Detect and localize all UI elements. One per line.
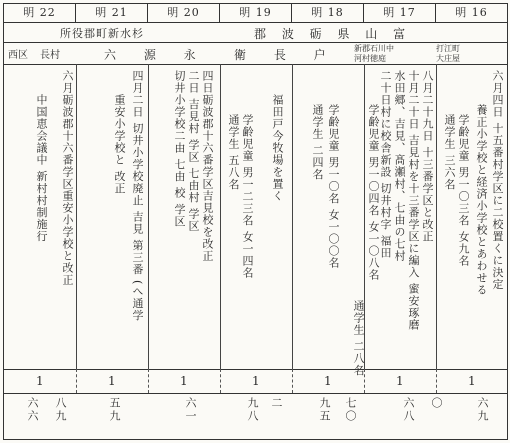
record-grid — [3, 64, 508, 370]
count-value: 1 — [324, 374, 332, 388]
district-label: 大庄屋 — [436, 54, 460, 63]
column-divider — [292, 64, 293, 369]
record-line: 二十日村に校舎新設 切井村字 福田 — [379, 70, 392, 259]
district-label: 六 源 永 — [104, 48, 208, 62]
record-line: 六月四日 十五番村学区に二校置くに決定 — [491, 70, 504, 291]
record-line: 十月二十日 吉見村を十三番学区に編入 蜜安琢磨 — [407, 70, 420, 331]
year-cell: 明 21 — [75, 4, 147, 22]
number-value: 九八 — [246, 397, 259, 423]
record-line: 二日 吉見村 学区 七由村 学区 — [187, 70, 200, 232]
count-divider — [436, 369, 437, 393]
record-line: 八月二十九日 十三番学区と改正 — [421, 70, 434, 243]
year-cell: 明 17 — [363, 4, 435, 22]
year-header — [3, 3, 508, 23]
record-line: 通学生 二八名 — [352, 300, 365, 377]
column-divider — [76, 64, 77, 369]
count-value: 1 — [108, 374, 116, 388]
district-label: 西区 — [8, 50, 28, 61]
number-value: 九五 — [318, 397, 331, 423]
count-divider — [76, 369, 77, 393]
record-line: 水田郷、吉見、髙瀬村、七由の七村 — [393, 70, 406, 262]
record-line: 四日砺波郡十六番学区吉見校を改正 — [201, 70, 214, 262]
record-line: 中国恵会議中 新村村制施行 — [35, 94, 48, 243]
number-value: 七〇 — [344, 397, 357, 423]
record-line: 通学生 三六名 — [443, 114, 456, 191]
record-line: 養正小学校と経済小学校とあわせる — [475, 104, 488, 296]
count-value: 1 — [468, 374, 476, 388]
number-value: 六一 — [184, 397, 197, 423]
count-divider — [148, 369, 149, 393]
record-line: 六月砺波郡十六番学区重安小学校と改正 — [61, 70, 74, 286]
record-line: 福田戸今牧場を置く — [271, 94, 284, 202]
record-line: 学齢児童 男一二三名 女一四名 — [241, 114, 254, 279]
count-row — [3, 369, 508, 394]
year-cell: 明 22 — [23, 6, 56, 19]
district-label: 衛 長 户 — [234, 48, 338, 62]
year-cell: 明 18 — [291, 4, 363, 22]
record-line: 学齢児童 男一〇四名 女一〇八名 — [367, 104, 380, 281]
column-divider — [436, 64, 437, 369]
count-value: 1 — [180, 374, 188, 388]
count-divider — [292, 369, 293, 393]
number-value: 八九 — [54, 397, 67, 423]
number-value: 六九 — [476, 397, 489, 423]
district-row — [3, 42, 508, 65]
number-value: 二 — [270, 397, 283, 410]
number-value: 〇 — [430, 397, 443, 410]
year-cell: 明 20 — [147, 4, 219, 22]
year-cell: 明 16 — [435, 4, 507, 22]
number-value: 五九 — [108, 397, 121, 423]
district-label: 新郡石川中 — [354, 44, 394, 53]
district-label: 河村徳庭 — [354, 54, 386, 63]
record-line: 学齢児童 男一〇名 女一〇〇名 — [327, 104, 340, 269]
title-row — [3, 22, 508, 43]
count-value: 1 — [396, 374, 404, 388]
year-cell: 明 19 — [219, 4, 291, 22]
column-divider — [148, 64, 149, 369]
count-divider — [220, 369, 221, 393]
record-line: 切井小学校二由 七由 校 学区 — [173, 70, 186, 228]
record-line: 重安小学校と 改正 — [113, 94, 126, 195]
column-divider — [220, 64, 221, 369]
count-value: 1 — [36, 374, 44, 388]
number-value: 六八 — [402, 397, 415, 423]
district-label: 長村 — [40, 50, 60, 61]
record-line: 四月二日 切井小学校廃止 吉見 第三番 (へ通学 — [131, 70, 144, 322]
record-line: 通学生 二四名 — [311, 104, 324, 181]
prefecture-title: 郡 波 砺 県 山 富 — [254, 27, 412, 41]
record-line: 学齢児童 男一〇三名 女九名 — [457, 114, 470, 267]
number-row — [3, 393, 508, 440]
count-value: 1 — [252, 374, 260, 388]
district-label: 打江町 — [436, 44, 460, 53]
number-value: 六六 — [26, 397, 39, 423]
office-title: 所役郡町新水杉 — [60, 27, 144, 40]
record-line: 通学生 五八名 — [227, 114, 240, 191]
